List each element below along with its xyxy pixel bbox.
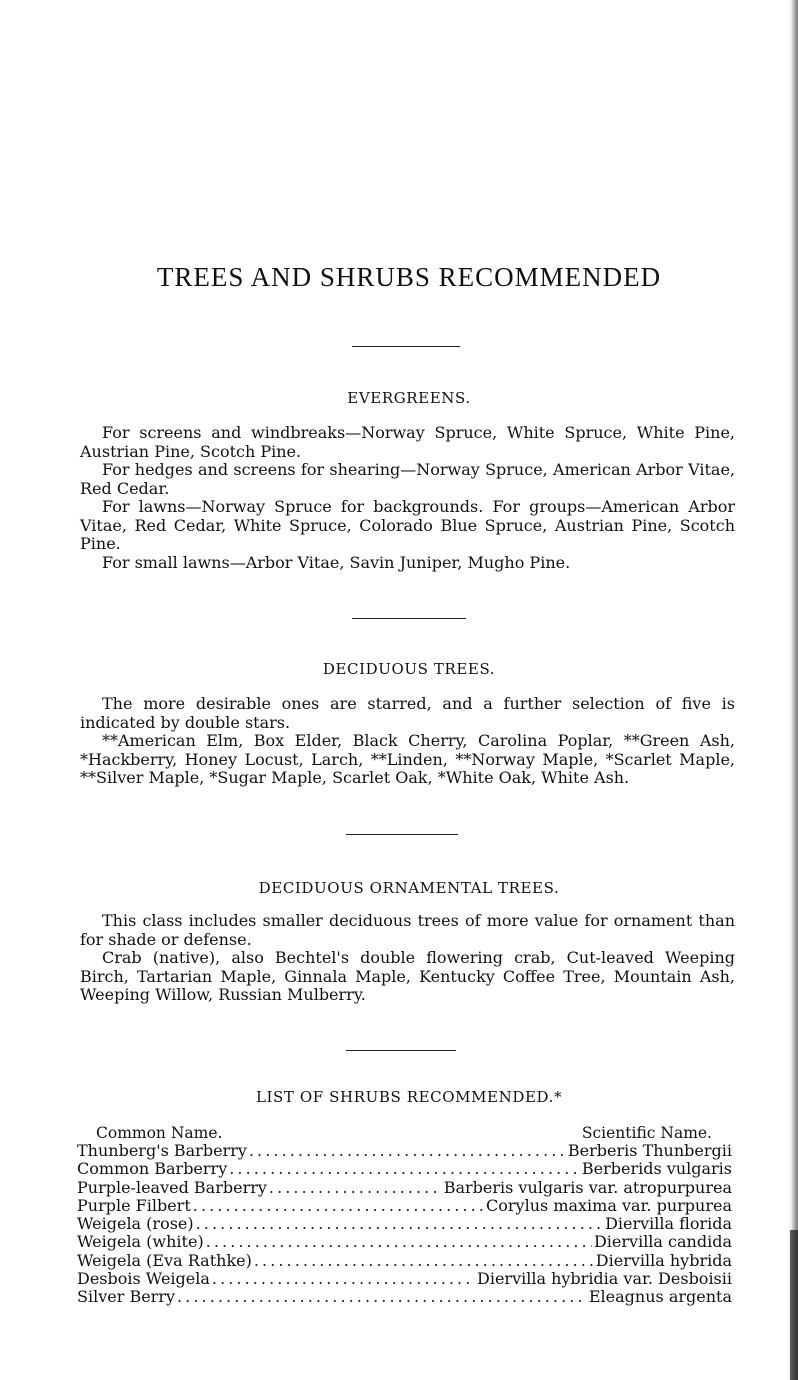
section-body-ornamental-trees	[80, 912, 735, 1005]
common-name: Thunberg's Barberry	[77, 1141, 247, 1160]
paragraph: For small lawns—Arbor Vitae, Savin Juniper, Mugho Pine.	[102, 552, 571, 572]
common-name: Purple-leaved Barberry	[77, 1177, 267, 1197]
common-name: Silver Berry	[77, 1287, 175, 1307]
section-heading-shrubs: LIST OF SHRUBS RECOMMENDED.*	[255, 1088, 563, 1106]
page-title: TREES AND SHRUBS RECOMMENDED	[156, 262, 662, 292]
dot-leader	[206, 1233, 592, 1251]
dot-leader	[193, 1197, 484, 1215]
dot-leader	[196, 1215, 603, 1233]
section-body-deciduous-trees	[80, 695, 735, 788]
paragraph: The more desirable ones are starred, and a further selection of five is indicated by double stars.	[80, 694, 735, 732]
shrub-row	[77, 1233, 732, 1251]
paragraph: Crab (native), also Bechtel's double flowering crab, Cut-leaved Weeping Birch, Tartarian Maple, Ginnala Maple, Kentucky Coffee Tree, Mountain Ash, Weeping Willow, Russian Mulberry.	[80, 948, 735, 1004]
shrub-row	[77, 1252, 732, 1270]
divider-rule	[352, 618, 466, 619]
scientific-name: Diervilla hybridia var. Desboisii	[477, 1269, 732, 1289]
shrub-row	[77, 1197, 732, 1215]
scientific-name: Barberis vulgaris var. atropurpurea	[443, 1177, 732, 1197]
dot-leader	[254, 1252, 594, 1270]
dot-leader	[212, 1270, 475, 1288]
common-name: Desbois Weigela	[77, 1269, 210, 1289]
common-name: Weigela (rose)	[77, 1214, 194, 1234]
paragraph: This class includes smaller deciduous trees of more value for ornament than for shade or defense.	[80, 911, 735, 949]
scientific-name: Diervilla hybrida	[595, 1250, 732, 1270]
scientific-name: Berberis Thunbergii	[567, 1141, 732, 1160]
shrub-row	[77, 1288, 732, 1306]
section-heading-ornamental-trees: DECIDUOUS ORNAMENTAL TREES.	[258, 879, 560, 897]
page-edge-binding	[790, 1230, 798, 1380]
shrub-row	[77, 1142, 732, 1160]
column-header-common: Common Name.	[96, 1124, 223, 1142]
scientific-name: Diervilla florida	[605, 1214, 732, 1234]
dot-leader	[269, 1179, 442, 1197]
paragraph: **American Elm, Box Elder, Black Cherry, Carolina Poplar, **Green Ash, *Hackberry, Honey Locust, Larch, **Linden, **Norway Maple, *Scarlet Maple, **Silver Maple, *Sugar Maple, Scarlet Oak, *White Oak, White Ash.	[80, 731, 735, 787]
shrub-list	[77, 1142, 732, 1307]
shrub-row	[77, 1215, 732, 1233]
section-heading-evergreens: EVERGREENS.	[347, 389, 471, 407]
scientific-name: Corylus maxima var. purpurea	[486, 1195, 732, 1215]
common-name: Weigela (white)	[77, 1232, 204, 1252]
divider-rule	[352, 346, 460, 347]
divider-rule	[346, 834, 458, 835]
common-name: Weigela (Eva Rathke)	[77, 1250, 252, 1270]
scientific-name: Eleagnus argenta	[588, 1287, 732, 1307]
shrub-row	[77, 1160, 732, 1178]
section-body-evergreens	[80, 424, 735, 572]
scientific-name: Diervilla candida	[593, 1232, 732, 1252]
shrub-row	[77, 1270, 732, 1288]
paragraph: For lawns—Norway Spruce for backgrounds. For groups—American Arbor Vitae, Red Cedar, White Spruce, Colorado Blue Spruce, Austrian Pine, Scotch Pine.	[80, 497, 735, 553]
shrub-row	[77, 1179, 732, 1197]
dot-leader	[177, 1288, 587, 1306]
divider-rule	[346, 1050, 456, 1051]
shrub-column-headers	[96, 1124, 712, 1142]
paragraph: For screens and windbreaks—Norway Spruce, White Spruce, White Pine, Austrian Pine, Scotch Pine.	[80, 423, 735, 461]
page-edge-shadow	[786, 0, 798, 1380]
column-header-scientific: Scientific Name.	[581, 1124, 712, 1142]
section-heading-deciduous-trees: DECIDUOUS TREES.	[322, 660, 496, 678]
dot-leader	[249, 1142, 566, 1160]
dot-leader	[229, 1160, 580, 1178]
common-name: Purple Filbert	[77, 1195, 191, 1215]
paragraph: For hedges and screens for shearing—Norway Spruce, American Arbor Vitae, Red Cedar.	[80, 460, 735, 498]
common-name: Common Barberry	[77, 1159, 228, 1179]
scientific-name: Berberids vulgaris	[581, 1159, 732, 1179]
